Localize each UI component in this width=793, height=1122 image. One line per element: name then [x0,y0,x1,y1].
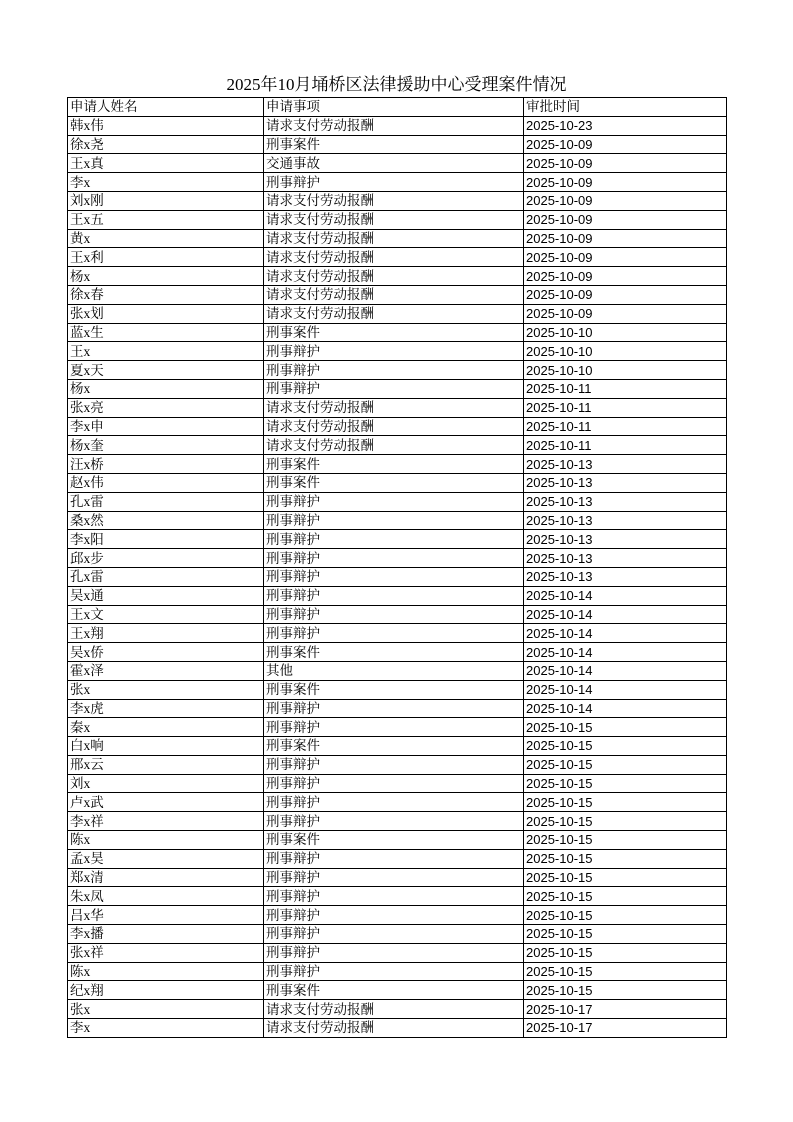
cell-application-matter: 刑事辩护 [264,549,524,568]
cell-approval-date: 2025-10-15 [524,962,727,981]
header-approval-date: 审批时间 [524,98,727,117]
cell-applicant-name: 蓝x生 [68,323,264,342]
cell-applicant-name: 韩x伟 [68,116,264,135]
cell-approval-date: 2025-10-09 [524,135,727,154]
cell-application-matter: 刑事辩护 [264,925,524,944]
table-row [68,887,727,906]
cell-applicant-name: 纪x翔 [68,981,264,1000]
table-row [68,191,727,210]
cell-application-matter: 刑事案件 [264,981,524,1000]
cell-applicant-name: 王x文 [68,605,264,624]
table-row [68,417,727,436]
cell-applicant-name: 陈x [68,962,264,981]
table-row [68,849,727,868]
cell-approval-date: 2025-10-09 [524,248,727,267]
cell-approval-date: 2025-10-14 [524,586,727,605]
cell-application-matter: 刑事辩护 [264,943,524,962]
cell-approval-date: 2025-10-15 [524,755,727,774]
cell-approval-date: 2025-10-10 [524,361,727,380]
cell-approval-date: 2025-10-15 [524,793,727,812]
table-row [68,1000,727,1019]
table-row [68,774,727,793]
cell-application-matter: 刑事辩护 [264,173,524,192]
cell-approval-date: 2025-10-09 [524,210,727,229]
cell-applicant-name: 王x [68,342,264,361]
cell-approval-date: 2025-10-13 [524,567,727,586]
cell-application-matter: 刑事辩护 [264,586,524,605]
table-row [68,1019,727,1038]
cell-applicant-name: 李x播 [68,925,264,944]
cell-applicant-name: 李x申 [68,417,264,436]
table-row [68,680,727,699]
cell-approval-date: 2025-10-15 [524,981,727,1000]
table-row [68,455,727,474]
table-row [68,116,727,135]
cell-application-matter: 刑事辩护 [264,511,524,530]
cell-approval-date: 2025-10-14 [524,661,727,680]
cell-applicant-name: 刘x [68,774,264,793]
cell-applicant-name: 刘x刚 [68,191,264,210]
cases-table [67,97,727,1038]
table-row [68,549,727,568]
cell-application-matter: 请求支付劳动报酬 [264,304,524,323]
cell-application-matter: 请求支付劳动报酬 [264,417,524,436]
table-row [68,398,727,417]
table-row [68,906,727,925]
table-row [68,492,727,511]
table-row [68,267,727,286]
cell-application-matter: 刑事辩护 [264,812,524,831]
cell-application-matter: 刑事辩护 [264,361,524,380]
table-row [68,793,727,812]
cell-application-matter: 刑事辩护 [264,699,524,718]
cell-approval-date: 2025-10-17 [524,1000,727,1019]
header-application-matter: 申请事项 [264,98,524,117]
table-row [68,530,727,549]
table-row [68,567,727,586]
table-row [68,699,727,718]
cell-approval-date: 2025-10-09 [524,173,727,192]
cell-approval-date: 2025-10-14 [524,605,727,624]
cell-applicant-name: 杨x [68,267,264,286]
cell-approval-date: 2025-10-09 [524,304,727,323]
cell-application-matter: 请求支付劳动报酬 [264,398,524,417]
cell-approval-date: 2025-10-11 [524,398,727,417]
table-row [68,605,727,624]
cell-application-matter: 其他 [264,661,524,680]
cell-application-matter: 刑事辩护 [264,849,524,868]
table-header-row [68,98,727,117]
table-row [68,812,727,831]
cell-applicant-name: 李x虎 [68,699,264,718]
cell-applicant-name: 张x划 [68,304,264,323]
cell-applicant-name: 杨x奎 [68,436,264,455]
cell-approval-date: 2025-10-17 [524,1019,727,1038]
cell-approval-date: 2025-10-13 [524,530,727,549]
cell-applicant-name: 吴x侨 [68,643,264,662]
cell-approval-date: 2025-10-15 [524,737,727,756]
table-row [68,154,727,173]
cell-application-matter: 刑事辩护 [264,567,524,586]
table-row [68,379,727,398]
cell-applicant-name: 张x [68,1000,264,1019]
table-row [68,323,727,342]
cell-approval-date: 2025-10-13 [524,492,727,511]
cell-approval-date: 2025-10-13 [524,511,727,530]
cell-application-matter: 刑事辩护 [264,793,524,812]
cell-applicant-name: 邱x步 [68,549,264,568]
cell-approval-date: 2025-10-13 [524,549,727,568]
cell-approval-date: 2025-10-15 [524,718,727,737]
cell-approval-date: 2025-10-09 [524,285,727,304]
table-row [68,737,727,756]
cell-approval-date: 2025-10-13 [524,455,727,474]
cell-application-matter: 刑事辩护 [264,624,524,643]
table-row [68,304,727,323]
cell-application-matter: 刑事辩护 [264,906,524,925]
cell-applicant-name: 孔x雷 [68,492,264,511]
cell-applicant-name: 郑x清 [68,868,264,887]
cell-applicant-name: 白x响 [68,737,264,756]
cell-application-matter: 请求支付劳动报酬 [264,116,524,135]
cell-applicant-name: 赵x伟 [68,473,264,492]
cell-application-matter: 刑事案件 [264,455,524,474]
table-row [68,755,727,774]
cell-applicant-name: 邢x云 [68,755,264,774]
cell-approval-date: 2025-10-23 [524,116,727,135]
cell-applicant-name: 王x翔 [68,624,264,643]
table-row [68,229,727,248]
table-row [68,135,727,154]
cell-application-matter: 请求支付劳动报酬 [264,1000,524,1019]
cell-application-matter: 刑事辩护 [264,342,524,361]
cell-applicant-name: 吴x通 [68,586,264,605]
cell-applicant-name: 李x祥 [68,812,264,831]
cell-application-matter: 刑事辩护 [264,718,524,737]
cell-applicant-name: 徐x尧 [68,135,264,154]
cell-application-matter: 刑事案件 [264,473,524,492]
cell-applicant-name: 杨x [68,379,264,398]
cell-approval-date: 2025-10-15 [524,849,727,868]
cell-applicant-name: 张x祥 [68,943,264,962]
cell-approval-date: 2025-10-09 [524,267,727,286]
document-title: 2025年10月埇桥区法律援助中心受理案件情况 [226,75,567,94]
cell-application-matter: 请求支付劳动报酬 [264,1019,524,1038]
table-row [68,868,727,887]
cell-applicant-name: 王x五 [68,210,264,229]
cell-application-matter: 请求支付劳动报酬 [264,436,524,455]
cell-applicant-name: 夏x天 [68,361,264,380]
cell-application-matter: 刑事辩护 [264,887,524,906]
cell-applicant-name: 李x [68,1019,264,1038]
cell-application-matter: 刑事案件 [264,135,524,154]
cell-applicant-name: 陈x [68,831,264,850]
cell-application-matter: 请求支付劳动报酬 [264,248,524,267]
cell-approval-date: 2025-10-15 [524,868,727,887]
header-applicant-name: 申请人姓名 [68,98,264,117]
table-row [68,173,727,192]
cell-approval-date: 2025-10-15 [524,831,727,850]
cell-approval-date: 2025-10-15 [524,887,727,906]
cell-application-matter: 请求支付劳动报酬 [264,210,524,229]
cell-approval-date: 2025-10-09 [524,191,727,210]
cell-applicant-name: 张x [68,680,264,699]
cell-applicant-name: 李x [68,173,264,192]
table-row [68,831,727,850]
cell-application-matter: 刑事辩护 [264,868,524,887]
cell-approval-date: 2025-10-10 [524,323,727,342]
cell-applicant-name: 李x阳 [68,530,264,549]
cell-application-matter: 请求支付劳动报酬 [264,191,524,210]
cell-application-matter: 刑事案件 [264,643,524,662]
cell-approval-date: 2025-10-15 [524,812,727,831]
cell-approval-date: 2025-10-10 [524,342,727,361]
cell-approval-date: 2025-10-13 [524,473,727,492]
cell-application-matter: 刑事辩护 [264,530,524,549]
table-row [68,943,727,962]
cell-applicant-name: 吕x华 [68,906,264,925]
table-row [68,661,727,680]
cell-approval-date: 2025-10-14 [524,643,727,662]
cell-application-matter: 刑事辩护 [264,492,524,511]
cell-approval-date: 2025-10-15 [524,925,727,944]
cell-applicant-name: 桑x然 [68,511,264,530]
cell-approval-date: 2025-10-14 [524,624,727,643]
cell-application-matter: 刑事辩护 [264,962,524,981]
cell-applicant-name: 霍x泽 [68,661,264,680]
table-row [68,624,727,643]
cell-application-matter: 刑事案件 [264,323,524,342]
cell-applicant-name: 张x亮 [68,398,264,417]
table-row [68,436,727,455]
cell-application-matter: 刑事案件 [264,680,524,699]
cell-application-matter: 请求支付劳动报酬 [264,285,524,304]
cell-applicant-name: 黄x [68,229,264,248]
cell-applicant-name: 朱x凤 [68,887,264,906]
cell-application-matter: 刑事辩护 [264,605,524,624]
cell-approval-date: 2025-10-11 [524,379,727,398]
cell-approval-date: 2025-10-11 [524,417,727,436]
cell-applicant-name: 汪x桥 [68,455,264,474]
cell-approval-date: 2025-10-09 [524,229,727,248]
cell-application-matter: 刑事辩护 [264,379,524,398]
cell-application-matter: 刑事辩护 [264,755,524,774]
cell-approval-date: 2025-10-15 [524,943,727,962]
table-row [68,643,727,662]
cell-applicant-name: 王x真 [68,154,264,173]
table-row [68,473,727,492]
table-row [68,925,727,944]
cell-application-matter: 刑事案件 [264,831,524,850]
cell-application-matter: 交通事故 [264,154,524,173]
cell-approval-date: 2025-10-09 [524,154,727,173]
cell-approval-date: 2025-10-15 [524,774,727,793]
cell-applicant-name: 孔x雷 [68,567,264,586]
table-row [68,361,727,380]
cell-applicant-name: 卢x武 [68,793,264,812]
cell-approval-date: 2025-10-14 [524,699,727,718]
cell-approval-date: 2025-10-14 [524,680,727,699]
table-row [68,248,727,267]
cell-application-matter: 刑事辩护 [264,774,524,793]
cell-approval-date: 2025-10-11 [524,436,727,455]
table-row [68,210,727,229]
table-row [68,981,727,1000]
table-row [68,342,727,361]
table-row [68,285,727,304]
table-row [68,962,727,981]
cell-approval-date: 2025-10-15 [524,906,727,925]
table-row [68,511,727,530]
cell-applicant-name: 秦x [68,718,264,737]
cell-applicant-name: 孟x昊 [68,849,264,868]
cell-applicant-name: 徐x春 [68,285,264,304]
table-row [68,586,727,605]
cell-application-matter: 请求支付劳动报酬 [264,267,524,286]
cell-applicant-name: 王x利 [68,248,264,267]
cell-application-matter: 刑事案件 [264,737,524,756]
cell-application-matter: 请求支付劳动报酬 [264,229,524,248]
table-row [68,718,727,737]
